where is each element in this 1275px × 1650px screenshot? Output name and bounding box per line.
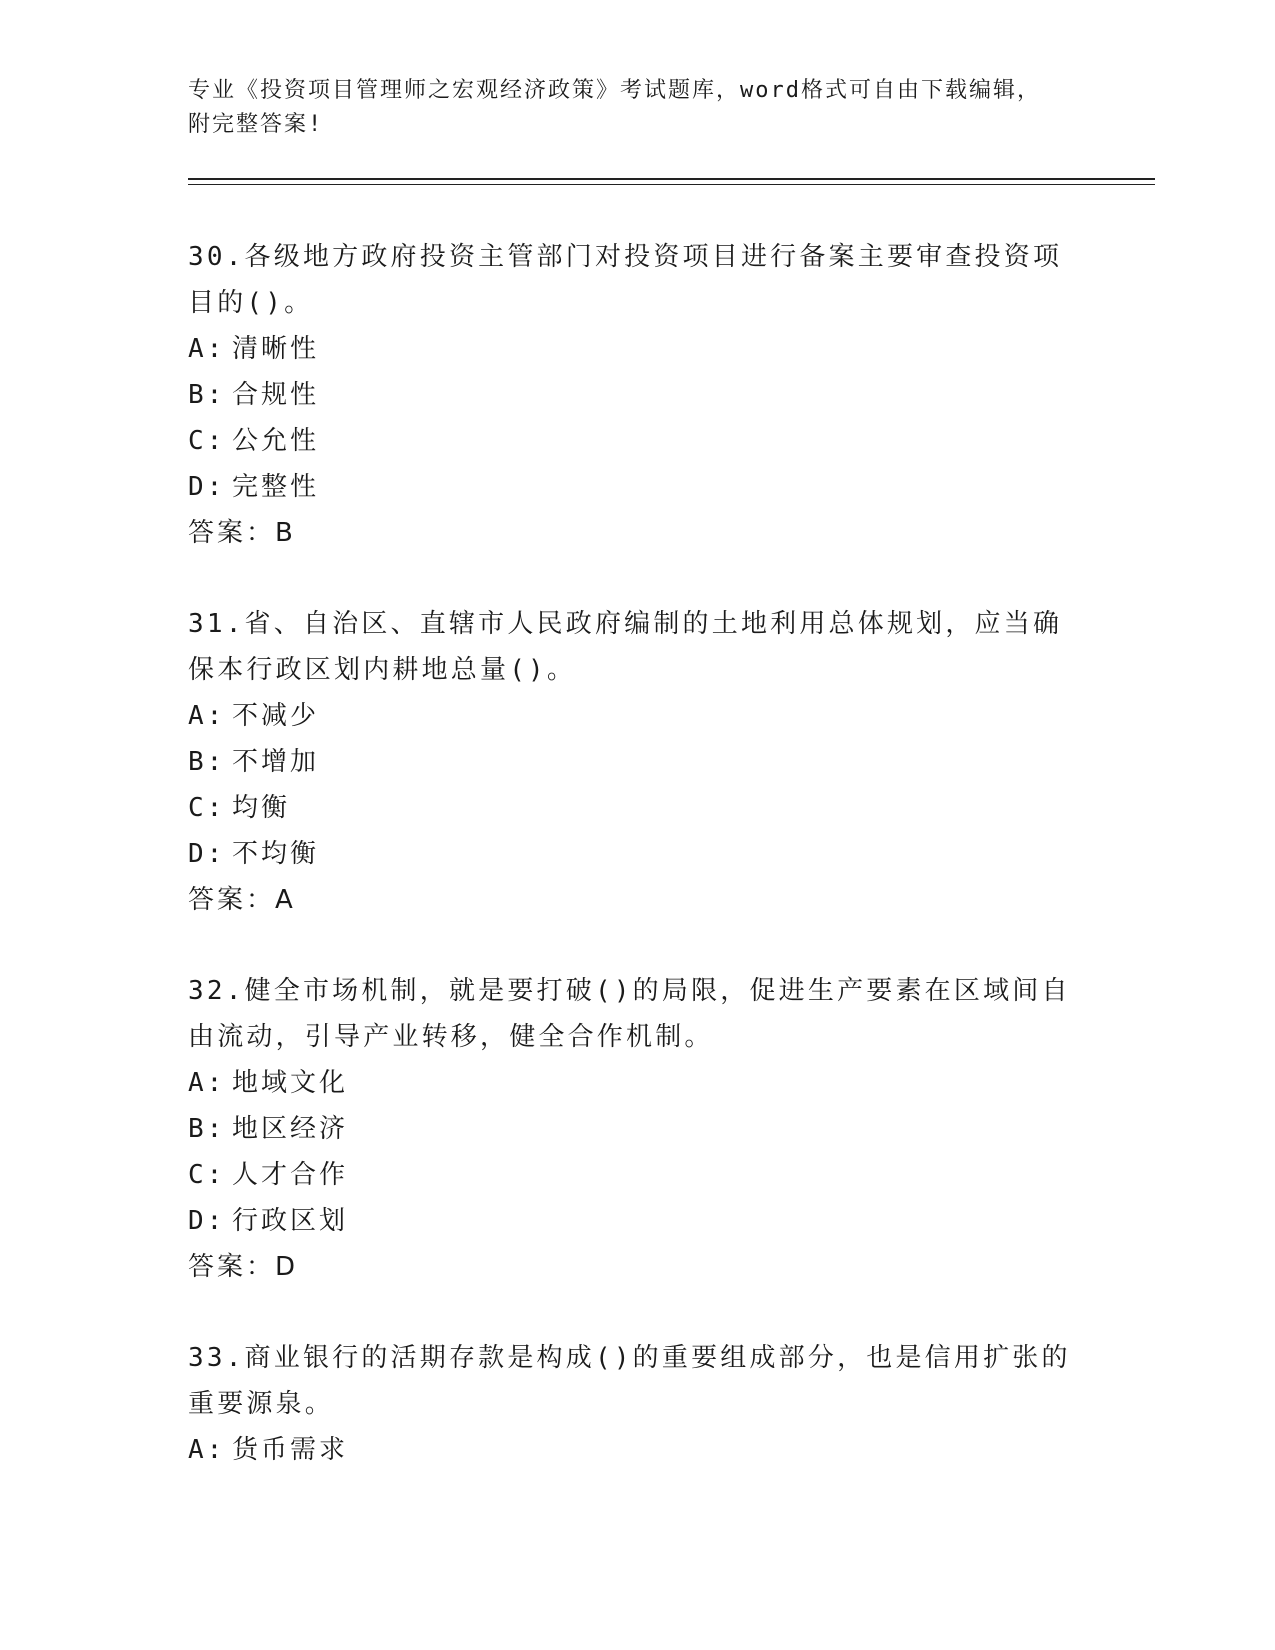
option-letter: C: bbox=[188, 793, 226, 823]
answer-line: 答案：A bbox=[188, 885, 296, 915]
question-stem: 30.各级地方政府投资主管部门对投资项目进行备案主要审查投资项目的()。 bbox=[188, 242, 1063, 318]
option-letter: A: bbox=[188, 334, 226, 364]
option-a bbox=[188, 326, 1088, 372]
option-c bbox=[188, 1152, 1088, 1198]
option-text: 货币需求 bbox=[232, 1435, 349, 1465]
header-line-1: 专业《投资项目管理师之宏观经济政策》考试题库，word格式可自由下载编辑， bbox=[188, 78, 1041, 103]
option-b bbox=[188, 372, 1088, 418]
question-33 bbox=[188, 1335, 1088, 1473]
option-letter: C: bbox=[188, 426, 226, 456]
option-b bbox=[188, 739, 1088, 785]
option-b bbox=[188, 1106, 1088, 1152]
option-d bbox=[188, 1198, 1088, 1244]
option-letter: D: bbox=[188, 472, 226, 502]
question-stem: 31.省、自治区、直辖市人民政府编制的土地利用总体规划，应当确保本行政区划内耕地总量()。 bbox=[188, 609, 1063, 685]
question-32 bbox=[188, 968, 1088, 1290]
option-text: 不增加 bbox=[232, 747, 320, 777]
option-text: 地区经济 bbox=[232, 1114, 349, 1144]
option-c bbox=[188, 418, 1088, 464]
option-text: 不减少 bbox=[232, 701, 320, 731]
question-31 bbox=[188, 601, 1088, 923]
option-text: 行政区划 bbox=[232, 1206, 349, 1236]
option-text: 不均衡 bbox=[232, 839, 320, 869]
answer-line: 答案：B bbox=[188, 518, 296, 548]
option-text: 合规性 bbox=[232, 380, 320, 410]
option-letter: B: bbox=[188, 747, 226, 777]
option-letter: B: bbox=[188, 380, 226, 410]
option-text: 地域文化 bbox=[232, 1068, 349, 1098]
option-a bbox=[188, 1427, 1088, 1473]
option-d bbox=[188, 831, 1088, 877]
option-a bbox=[188, 1060, 1088, 1106]
option-text: 清晰性 bbox=[232, 334, 320, 364]
option-c bbox=[188, 785, 1088, 831]
option-letter: A: bbox=[188, 701, 226, 731]
option-a bbox=[188, 693, 1088, 739]
option-letter: D: bbox=[188, 839, 226, 869]
question-stem: 33.商业银行的活期存款是构成()的重要组成部分，也是信用扩张的重要源泉。 bbox=[188, 1343, 1071, 1419]
option-text: 完整性 bbox=[232, 472, 320, 502]
question-30 bbox=[188, 234, 1088, 556]
question-stem: 32.健全市场机制，就是要打破()的局限，促进生产要素在区域间自由流动，引导产业转移，健全合作机制。 bbox=[188, 976, 1071, 1052]
option-letter: D: bbox=[188, 1206, 226, 1236]
option-letter: B: bbox=[188, 1114, 226, 1144]
header-line-2: 附完整答案! bbox=[188, 112, 324, 137]
option-letter: C: bbox=[188, 1160, 226, 1190]
option-letter: A: bbox=[188, 1435, 226, 1465]
header-divider-thin bbox=[188, 184, 1155, 185]
answer-line: 答案：D bbox=[188, 1252, 299, 1282]
option-text: 公允性 bbox=[232, 426, 320, 456]
option-text: 均衡 bbox=[232, 793, 291, 823]
option-text: 人才合作 bbox=[232, 1160, 349, 1190]
option-letter: A: bbox=[188, 1068, 226, 1098]
header-divider bbox=[188, 178, 1155, 180]
option-d bbox=[188, 464, 1088, 510]
document-header bbox=[188, 74, 1088, 142]
